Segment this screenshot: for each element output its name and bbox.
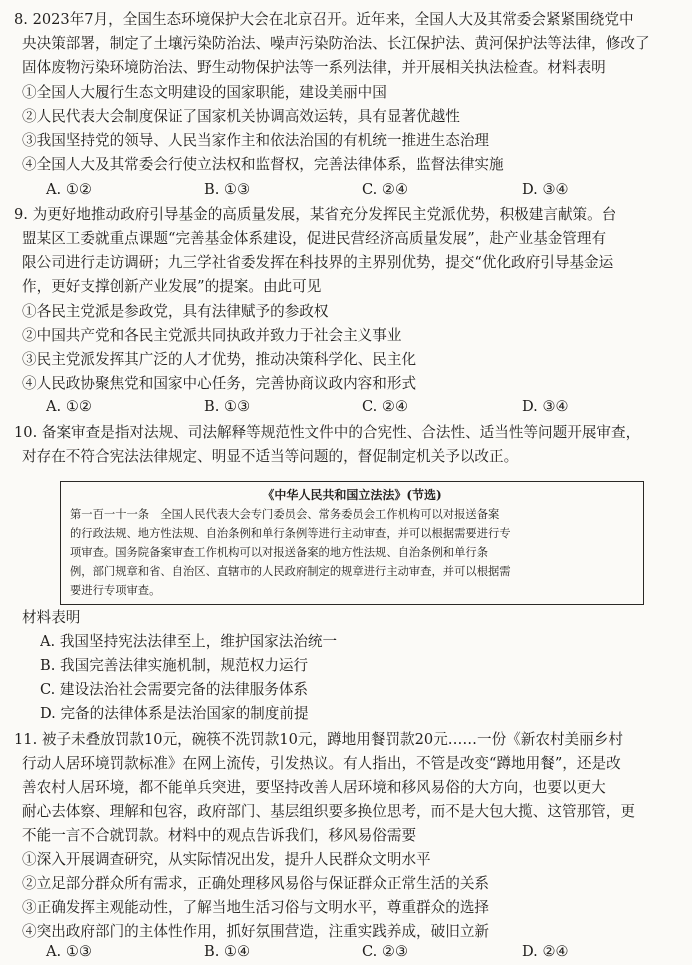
q9-option-c[interactable]: C. ②④ [362,398,409,415]
q9-item-1: ①各民主党派是参政党，具有法律赋予的参政权 [22,303,329,320]
q10-stem-line: 对存在不符合宪法法律规定、明显不适当等问题的，督促制定机关予以改正。 [22,448,519,465]
q8-option-b[interactable]: B. ①③ [204,181,251,198]
law-excerpt-line: 的行政法规、地方性法规、自治条例和单行条例等进行主动审查，并可以根据需要进行专 [70,527,511,540]
q9-stem-line: 盟某区工委就重点课题“完善基金体系建设，促进民营经济高质量发展”，赴产业基金管理有 [22,230,607,247]
law-excerpt-line: 要进行专项审查。 [70,584,161,597]
q8-option-a[interactable]: A. ①② [46,181,92,198]
q11-stem-line: 耐心去体察、理解和包容，政府部门、基层组织要多换位思考，而不是大包大揽、这管那管，更 [22,803,635,820]
q11-option-b[interactable]: B. ①④ [204,943,251,960]
q11-item-1: ①深入开展调查研究，从实际情况出发，提升人民群众文明水平 [22,851,431,868]
q8-option-d[interactable]: D. ③④ [522,181,569,198]
q8-item-1: ①全国人大履行生态文明建设的国家职能，建设美丽中国 [22,84,387,101]
q11-stem-line: 11. 被子未叠放罚款10元，碗筷不洗罚款10元，蹲地用餐罚款20元……一份《新农村美丽乡村 [14,731,623,748]
q11-item-4: ④突出政府部门的主体性作用，抓好氛围营造，注重实践养成，破旧立新 [22,923,490,940]
q10-option-c[interactable]: C. 建设法治社会需要完备的法律服务体系 [40,681,309,698]
q8-option-c[interactable]: C. ②④ [362,181,409,198]
q8-stem-line: 固体废物污染环境防治法、野生动物保护法等一系列法律，并开展相关执法检查。材料表明 [22,59,606,76]
q10-option-a[interactable]: A. 我国坚持宪法法律至上，维护国家法治统一 [40,633,338,650]
q10-stem-line: 10. 备案审查是指对法规、司法解释等规范性文件中的合宪性、合法性、适当性等问题开展审查， [14,424,641,441]
law-excerpt-box [60,481,644,605]
q9-option-b[interactable]: B. ①③ [204,398,251,415]
q8-stem-line: 8. 2023年7月，全国生态环境保护大会在北京召开。近年来，全国人大及其常委会紧紧围绕党中 [14,11,634,28]
q11-stem-line: 行动人居环境罚款标准》在网上流传，引发热议。有人指出，不管是改变“蹲地用餐”，还是改 [22,755,621,772]
q11-option-d[interactable]: D. ②④ [522,943,569,960]
q9-stem-line: 限公司进行走访调研；九三学社省委发挥在科技界的主界别优势，提交“优化政府引导基金运 [22,254,614,271]
q8-item-4: ④全国人大及其常委会行使立法权和监督权，完善法律体系，监督法律实施 [22,156,504,173]
q9-option-a[interactable]: A. ①② [46,398,92,415]
law-excerpt-line: 例，部门规章和省、自治区、直辖市的人民政府制定的规章进行主动审查，并可以根据需 [70,565,511,578]
q11-stem-line: 善农村人居环境，都不能单兵突进，要坚持改善人居环境和移风易俗的大方向，也要以更大 [22,779,606,796]
q11-option-c[interactable]: C. ②③ [362,943,409,960]
q10-lead: 材料表明 [22,609,81,626]
q11-item-2: ②立足部分群众所有需求，正确处理移风易俗与保证群众正常生活的关系 [22,875,490,892]
q9-item-2: ②中国共产党和各民主党派共同执政并致力于社会主义事业 [22,327,402,344]
q10-option-d[interactable]: D. 完备的法律体系是法治国家的制度前提 [40,705,309,722]
law-excerpt-line: 第一百一十一条 全国人民代表大会专门委员会、常务委员会工作机构可以对报送备案 [70,508,500,521]
q9-stem-line: 作，更好支撑创新产业发展”的提案。由此可见 [22,278,322,295]
q9-stem-line: 9. 为更好地推动政府引导基金的高质量发展，某省充分发挥民主党派优势，积极建言献策。台 [14,206,617,223]
q11-stem-line: 不能一言不合就罚款。材料中的观点告诉我们，移风易俗需要 [22,827,417,844]
q8-item-3: ③我国坚持党的领导、人民当家作主和依法治国的有机统一推进生态治理 [22,132,490,149]
q9-option-d[interactable]: D. ③④ [522,398,569,415]
law-excerpt-title: 《中华人民共和国立法法》(节选) [262,488,442,502]
q10-option-b[interactable]: B. 我国完善法律实施机制，规范权力运行 [40,657,309,674]
q8-item-2: ②人民代表大会制度保证了国家机关协调高效运转，具有显著优越性 [22,108,460,125]
q11-item-3: ③正确发挥主观能动性，了解当地生活习俗与文明水平，尊重群众的选择 [22,899,490,916]
q8-stem-line: 央决策部署，制定了土壤污染防治法、噪声污染防治法、长江保护法、黄河保护法等法律，修改了 [22,35,650,52]
q9-item-3: ③民主党派发挥其广泛的人才优势，推动决策科学化、民主化 [22,351,417,368]
law-excerpt-line: 项审查。国务院备案审查工作机构可以对报送备案的地方性法规、自治条例和单行条 [70,546,488,559]
q11-option-a[interactable]: A. ①③ [46,943,92,960]
q9-item-4: ④人民政协聚焦党和国家中心任务，完善协商议政内容和形式 [22,375,417,392]
